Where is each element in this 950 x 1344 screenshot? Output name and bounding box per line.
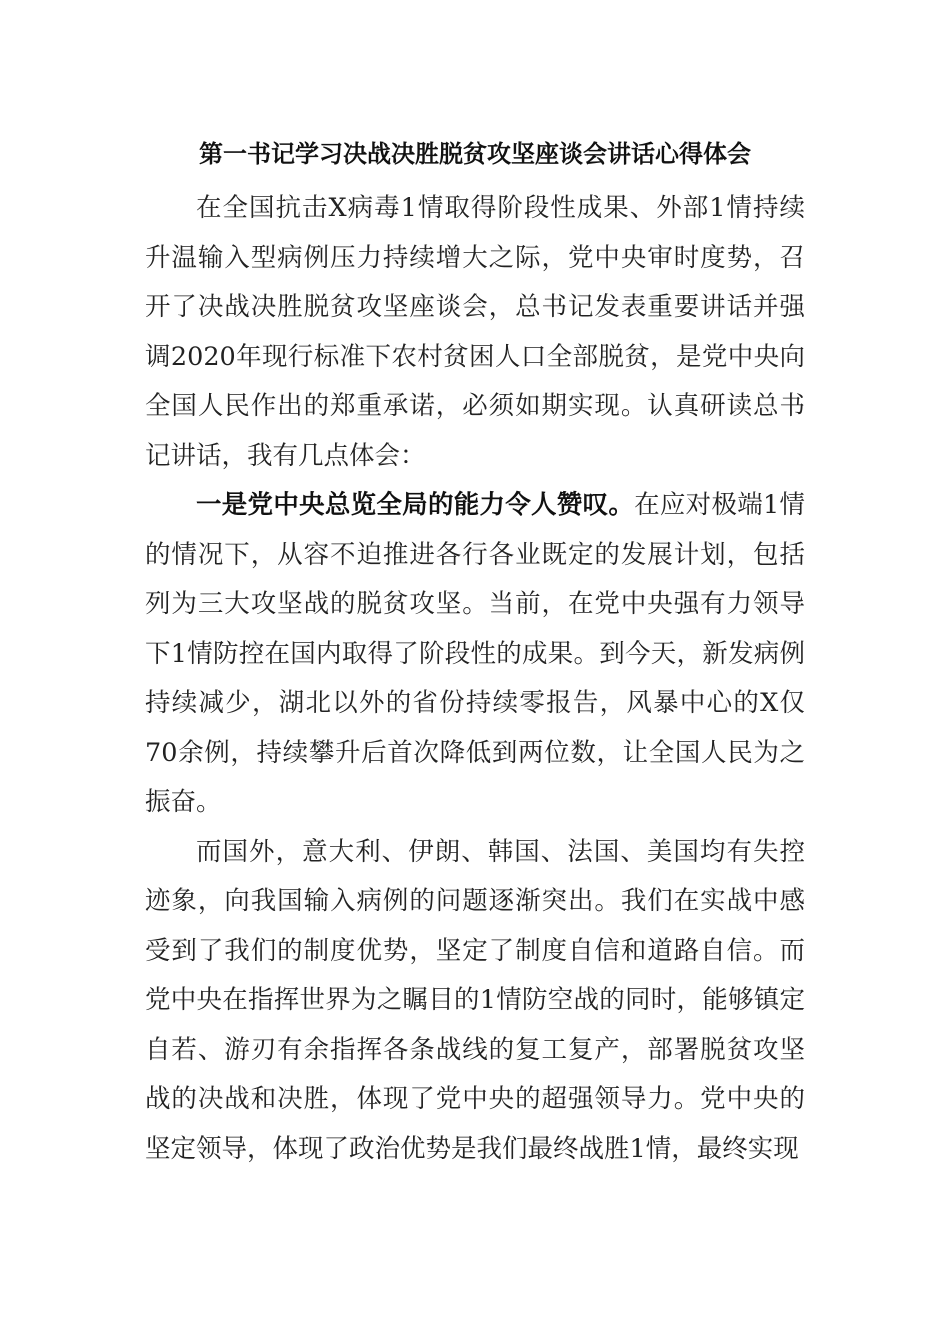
paragraph-intro xyxy=(145,184,805,481)
document-title: 第一书记学习决战决胜脱贫攻坚座谈会讲话心得体会 xyxy=(199,139,751,168)
paragraph-point-one-lead: 一是党中央总览全局的能力令人赞叹。 xyxy=(196,490,635,520)
paragraph-abroad-text: 而国外，意大利、伊朗、韩国、法国、美国均有失控迹象，向我国输入病例的问题逐渐突出。我们在实战中感受到了我们的制度优势，坚定了制度自信和道路自信。而党中央在指挥世界为之瞩目的1情防空战的同时，能够镇定自若、游刃有余指挥各条战线的复工复产，部署脱贫攻坚战的决战和决胜，体现了党中央的超强领导力。党中央的坚定领导，体现了政治优势是我们最终战胜1情，最终实现 xyxy=(145,836,805,1164)
paragraph-abroad xyxy=(145,828,805,1175)
paragraph-intro-text: 在全国抗击X病毒1情取得阶段性成果、外部1情持续升温输入型病例压力持续增大之际，党中央审时度势，召开了决战决胜脱贫攻坚座谈会，总书记发表重要讲话并强调2020年现行标准下农村贫困人口全部脱贫，是党中央向全国人民作出的郑重承诺，必须如期实现。认真研读总书记讲话，我有几点体会： xyxy=(145,193,805,471)
paragraph-point-one-text: 在应对极端1情的情况下，从容不迫推进各行各业既定的发展计划，包括列为三大攻坚战的脱贫攻坚。当前，在党中央强有力领导下1情防控在国内取得了阶段性的成果。到今天，新发病例持续减少，湖北以外的省份持续零报告，风暴中心的X仅70余例，持续攀升后首次降低到两位数，让全国人民为之振奋。 xyxy=(145,490,805,817)
document-body xyxy=(145,184,805,1174)
paragraph-point-one xyxy=(145,481,805,828)
